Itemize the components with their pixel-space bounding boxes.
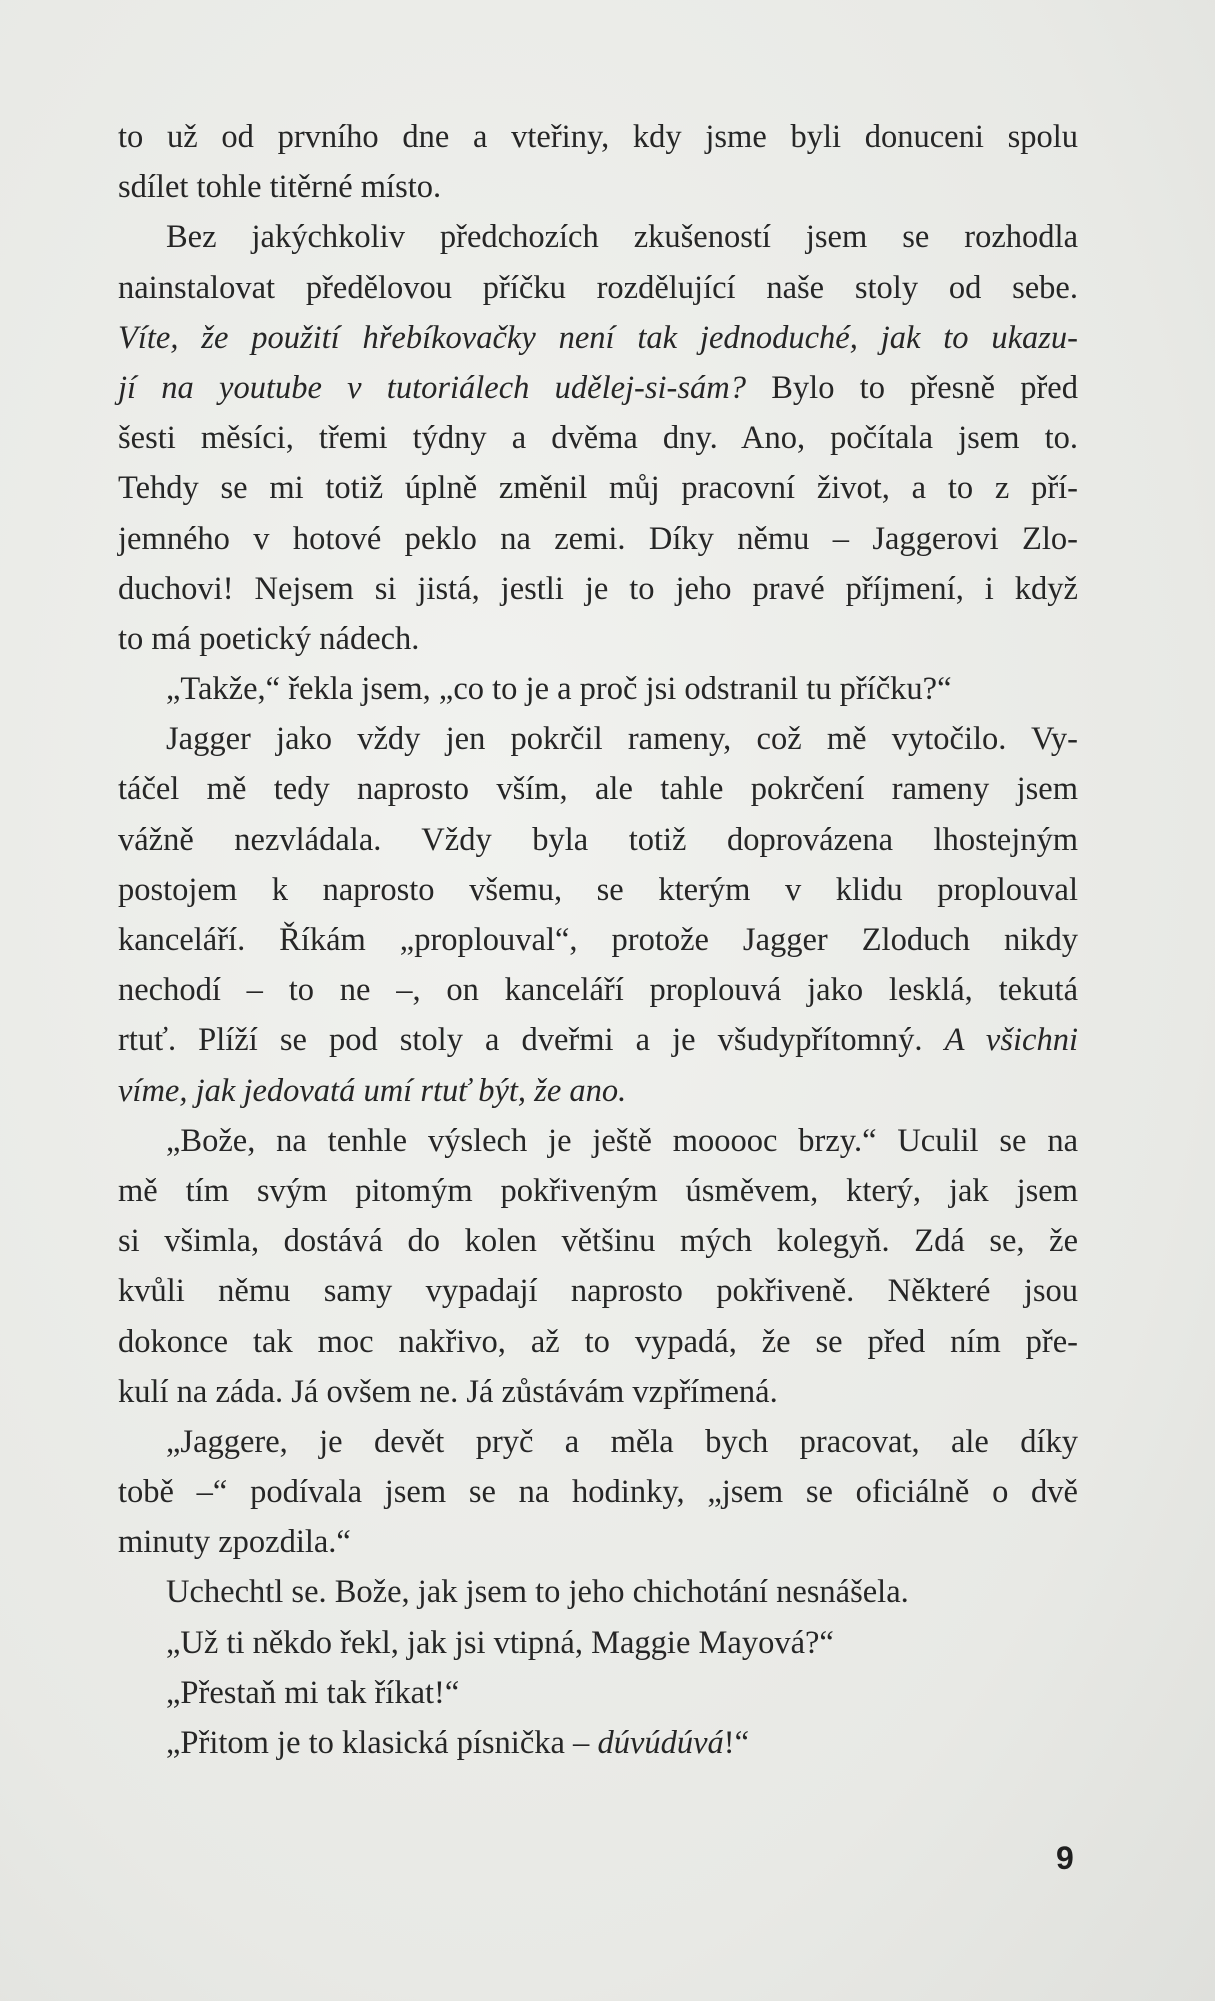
text-line	[118, 1567, 1078, 1617]
text-segment: „Takže,“ řekla jsem, „co to je a proč jsi odstranil tu příčku?“	[166, 671, 952, 708]
text-segment: „Přestaň mi tak říkat!“	[166, 1674, 460, 1711]
text-line	[118, 514, 1078, 564]
text-line	[118, 1668, 1078, 1718]
italic-text: A všichni	[944, 1022, 1078, 1059]
text-segment: postojem k naprosto všemu, se kterým v klidu proplouval	[118, 871, 1078, 908]
text-line	[118, 1517, 1078, 1567]
text-segment: tobě –“ podívala jsem se na hodinky, „jsem se oficiálně o dvě	[118, 1474, 1078, 1511]
text-line	[118, 112, 1078, 162]
text-line	[118, 965, 1078, 1015]
text-line	[118, 1216, 1078, 1266]
text-line	[118, 1467, 1078, 1517]
text-segment: „Přitom je to klasická písnička –	[166, 1725, 598, 1761]
text-line	[118, 564, 1078, 614]
text-segment: to má poetický nádech.	[118, 620, 420, 657]
text-segment: nechodí – to ne –, on kanceláří proplouvá jako lesklá, tekutá	[118, 972, 1078, 1009]
text-line	[118, 614, 1078, 664]
italic-text: dúvúdúvá	[597, 1725, 724, 1761]
text-line	[118, 313, 1078, 363]
text-segment: rtuť. Plíží se pod stoly a dveřmi a je všudypřítomný.	[118, 1022, 945, 1059]
text-line	[118, 1116, 1078, 1166]
text-segment: Tehdy se mi totiž úplně změnil můj pracovní život, a to z pří-	[118, 470, 1078, 507]
text-segment: mě tím svým pitomým pokřiveným úsměvem, který, jak jsem	[118, 1172, 1078, 1209]
text-segment: jemného v hotové peklo na zemi. Díky němu – Jaggerovi Zlo-	[118, 520, 1078, 557]
text-segment: vážně nezvládala. Vždy byla totiž doprovázena lhostejným	[118, 821, 1078, 858]
text-line	[118, 212, 1078, 262]
text-segment: si všimla, dostává do kolen většinu mých kolegyň. Zdá se, že	[118, 1223, 1078, 1260]
text-segment: dokonce tak moc nakřivo, až to vypadá, že se před ním pře-	[118, 1323, 1078, 1360]
text-line	[118, 463, 1078, 513]
text-segment: to už od prvního dne a vteřiny, kdy jsme byli donuceni spolu	[118, 119, 1078, 155]
text-segment: „Bože, na tenhle výslech je ještě mooooc brzy.“ Uculil se na	[166, 1122, 1078, 1159]
text-segment: Bylo to přesně před	[746, 369, 1078, 406]
text-line	[118, 1618, 1078, 1668]
italic-text: víme, jak jedovatá umí rtuť být, že ano.	[118, 1072, 627, 1109]
text-segment: kulí na záda. Já ovšem ne. Já zůstávám vzpřímená.	[118, 1373, 778, 1410]
text-segment: „Jaggere, je devět pryč a měla bych pracovat, ale díky	[166, 1423, 1078, 1460]
text-segment: Jagger jako vždy jen pokrčil rameny, což mě vytočilo. Vy-	[166, 721, 1078, 758]
text-segment: minuty zpozdila.“	[118, 1524, 351, 1561]
text-segment: !“	[723, 1725, 750, 1761]
text-line	[118, 413, 1078, 463]
text-segment: sdílet tohle titěrné místo.	[118, 169, 442, 206]
text-segment: táčel mě tedy naprosto vším, ale tahle pokrčení rameny jsem	[118, 771, 1078, 808]
text-segment: duchovi! Nejsem si jistá, jestli je to jeho pravé příjmení, i když	[118, 570, 1078, 607]
text-line	[118, 1166, 1078, 1216]
text-line	[118, 1417, 1078, 1467]
text-segment: nainstalovat předělovou příčku rozdělující naše stoly od sebe.	[118, 269, 1078, 306]
text-segment: kvůli němu samy vypadají naprosto pokřiveně. Některé jsou	[118, 1273, 1078, 1310]
italic-text: Víte, že použití hřebíkovačky není tak jednoduché, jak to ukazu-	[118, 319, 1078, 356]
text-line	[118, 1266, 1078, 1316]
text-segment: šesti měsíci, třemi týdny a dvěma dny. Ano, počítala jsem to.	[118, 420, 1078, 457]
text-segment: Uchechtl se. Bože, jak jsem to jeho chichotání nesnášela.	[166, 1574, 909, 1611]
text-line	[118, 865, 1078, 915]
text-line	[118, 363, 1078, 413]
page-number: 9	[1056, 1840, 1074, 1876]
text-line	[118, 1718, 1078, 1768]
text-line	[118, 815, 1078, 865]
text-line	[118, 1367, 1078, 1417]
italic-text: jí na youtube v tutoriálech udělej-si-sám?	[118, 369, 746, 406]
text-line	[118, 1066, 1078, 1116]
text-line	[118, 664, 1078, 714]
text-line	[118, 1015, 1078, 1065]
text-line	[118, 714, 1078, 764]
text-line	[118, 1317, 1078, 1367]
text-segment: „Už ti někdo řekl, jak jsi vtipná, Maggie Mayová?“	[166, 1624, 834, 1661]
text-line	[118, 162, 1078, 212]
text-segment: Bez jakýchkoliv předchozích zkušeností jsem se rozhodla	[166, 219, 1078, 256]
text-line	[118, 915, 1078, 965]
text-segment: kanceláří. Říkám „proplouval“, protože Jagger Zloduch nikdy	[118, 922, 1078, 958]
text-line	[118, 263, 1078, 313]
body-text	[118, 112, 1078, 1768]
text-line	[118, 764, 1078, 814]
